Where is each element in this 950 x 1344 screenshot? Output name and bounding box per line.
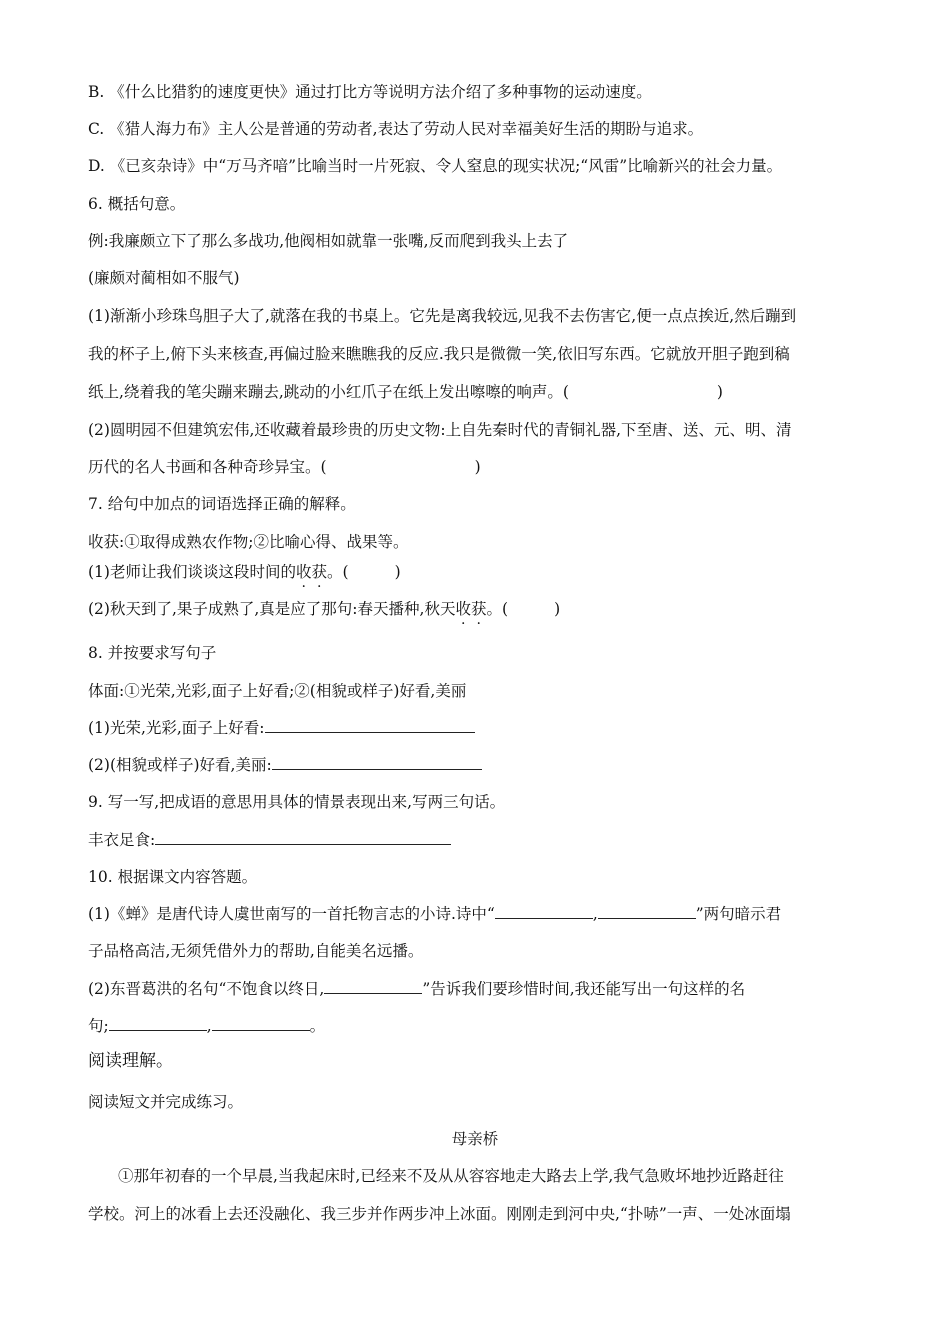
paren-close: ) [394, 563, 401, 581]
paren-close: ) [716, 383, 723, 401]
q10-item-2-line-2 [88, 1016, 325, 1036]
paragraph-1-line-2: 学校。河上的冰看上去还没融化、我三步并作两步冲上冰面。刚刚走到河中央,“扑哧”一声、一处冰面塌 [88, 1205, 791, 1223]
q7-definition: 收获:①取得成熟农作物;②比喻心得、战果等。 [88, 533, 409, 551]
q6-example-answer: (廉颇对蔺相如不服气) [88, 269, 240, 287]
q9-item [88, 830, 451, 850]
q6-item-2-line-1: (2)圆明园不但建筑宏伟,还收藏着最珍贵的历史文物:上自先秦时代的青铜礼器,下至唐、送、元、明、清 [88, 421, 792, 439]
text: , [592, 905, 598, 923]
text: 丰衣足食: [88, 831, 156, 849]
q6-item-1-line-1: (1)渐渐小珍珠鸟胆子大了,就落在我的书桌上。它先是离我较远,见我不去伤害它,便一点点挨近,然后蹦到 [88, 307, 797, 325]
text: (1)光荣,光彩,面子上好看: [88, 719, 265, 737]
answer-blank[interactable] [109, 1016, 207, 1031]
text: ”两句暗示君 [695, 905, 782, 923]
q7-item-2 [88, 599, 560, 619]
text: 句; [88, 1017, 109, 1035]
paragraph-1-line-1: ①那年初春的一个早晨,当我起床时,已经来不及从从容容地走大路去上学,我气急败坏地抄近路赶往 [118, 1167, 784, 1185]
question-8: 8. 并按要求写句子 [88, 644, 217, 662]
text: 。 [309, 1017, 326, 1035]
answer-blank[interactable] [265, 718, 475, 733]
answer-blank[interactable] [324, 979, 422, 994]
q10-item-1-line-1 [88, 904, 781, 924]
answer-blank[interactable] [598, 904, 696, 919]
answer-blank[interactable] [212, 1016, 310, 1031]
q8-definition: 体面:①光荣,光彩,面子上好看;②(相貌或样子)好看,美丽 [88, 682, 467, 700]
q8-item-1 [88, 718, 475, 738]
answer-blank[interactable] [495, 904, 593, 919]
text: (2)(相貌或样子)好看,美丽: [88, 756, 272, 774]
q10-item-2-line-1 [88, 979, 745, 999]
q8-item-2 [88, 755, 482, 775]
dotted-char: 收 [295, 563, 312, 581]
q7-item-1 [88, 562, 401, 582]
option-b: B. 《什么比猎豹的速度更快》通过打比方等说明方法介绍了多种事物的运动速度。 [88, 83, 652, 101]
paren-close: ) [474, 458, 481, 476]
q6-item-1-line-3 [88, 382, 723, 402]
dotted-char: 获 [311, 563, 327, 581]
text: 。( [327, 563, 349, 581]
text: (1)《蝉》是唐代诗人虞世南写的一首托物言志的小诗.诗中“ [88, 905, 495, 923]
dotted-char: 收 [455, 600, 471, 618]
article-title: 母亲桥 [451, 1130, 499, 1148]
question-9: 9. 写一写,把成语的意思用具体的情景表现出来,写两三句话。 [88, 793, 506, 811]
question-7: 7. 给句中加点的词语选择正确的解释。 [88, 495, 356, 513]
option-d: D. 《已亥杂诗》中“万马齐喑”比喻当时一片死寂、令人窒息的现实状况;“风雷”比喻新兴的社会力量。 [88, 157, 783, 175]
text: 历代的名人书画和各种奇珍异宝。( [88, 458, 327, 476]
question-6: 6. 概括句意。 [88, 195, 186, 213]
section-heading: 阅读理解。 [88, 1051, 173, 1071]
text: 纸上,绕着我的笔尖蹦来蹦去,跳动的小红爪子在纸上发出嚓嚓的响声。( [88, 383, 569, 401]
text: ”告诉我们要珍惜时间,我还能写出一句这样的名 [422, 980, 746, 998]
paren-close: ) [554, 600, 561, 618]
answer-blank[interactable] [155, 830, 451, 845]
text: , [206, 1017, 212, 1035]
answer-blank[interactable] [272, 755, 482, 770]
text: (2)东晋葛洪的名句“不饱食以终日, [88, 980, 325, 998]
option-c: C. 《猎人海力布》主人公是普通的劳动者,表达了劳动人民对幸福美好生活的期盼与追求。 [88, 120, 704, 138]
text: (1)老师让我们谈谈这段时间的 [88, 563, 296, 581]
dotted-char: 获 [470, 600, 487, 618]
q6-item-2-line-2 [88, 457, 481, 477]
question-10: 10. 根据课文内容答题。 [88, 868, 258, 886]
text: (2)秋天到了,果子成熟了,真是应了那句:春天播种,秋天 [88, 600, 456, 618]
q10-item-1-line-2: 子品格高洁,无须凭借外力的帮助,自能美名远播。 [88, 942, 424, 960]
q6-item-1-line-2: 我的杯子上,俯下头来核查,再偏过脸来瞧瞧我的反应.我只是微微一笑,依旧写东西。它就放开胆子跑到稿 [88, 345, 790, 363]
section-instruction: 阅读短文并完成练习。 [88, 1093, 244, 1111]
q6-example: 例:我廉颇立下了那么多战功,他阀相如就靠一张嘴,反而爬到我头上去了 [88, 232, 569, 250]
text: 。( [486, 600, 509, 618]
